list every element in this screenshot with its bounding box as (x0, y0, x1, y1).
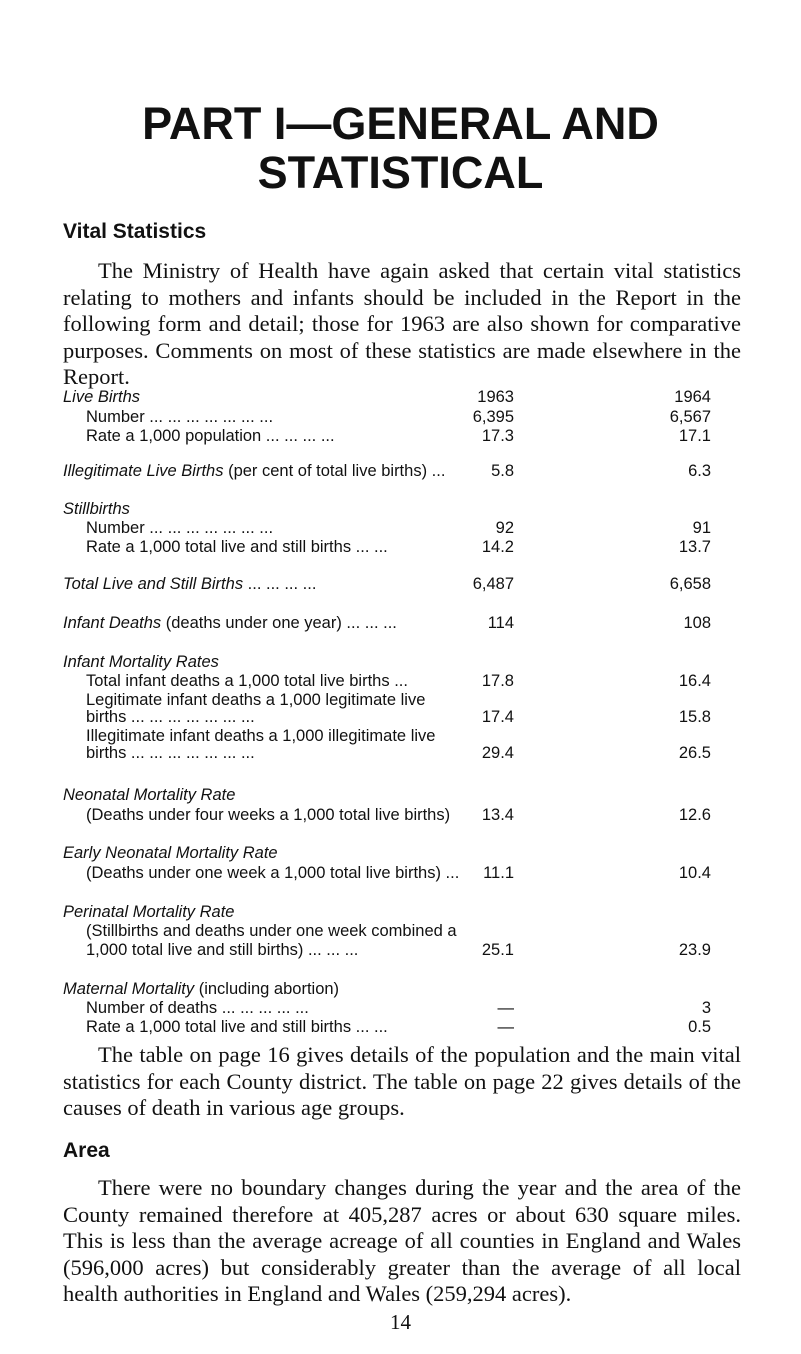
row-label: Rate a 1,000 total live and still births ... ... (86, 1018, 388, 1036)
value-1963: 92 (495, 519, 514, 537)
row-label (63, 980, 339, 999)
row-label: Total infant deaths a 1,000 total live births ... (86, 672, 408, 690)
row-label: (Stillbirths and deaths under one week combined a (86, 922, 457, 940)
table-row (0, 519, 801, 539)
row-label: Illegitimate infant deaths a 1,000 illegitimate live (86, 727, 436, 745)
table-row (0, 614, 801, 634)
value-1963: 114 (487, 614, 514, 632)
table-row (0, 844, 801, 864)
value-1964: 6,567 (669, 408, 711, 426)
value-1963: 25.1 (481, 941, 514, 959)
maternal-suffix: (including abortion) (194, 980, 340, 998)
value-1964: 108 (683, 614, 711, 632)
section-heading-vital-statistics: Vital Statistics (63, 220, 207, 243)
value-1964: 3 (701, 999, 711, 1017)
table-row (0, 672, 801, 692)
value-1964: 16.4 (678, 672, 711, 690)
table-row (0, 427, 801, 447)
row-label: Rate a 1,000 population ... ... ... ... (86, 427, 335, 445)
value-1963: 6,395 (472, 408, 514, 426)
table-row (0, 786, 801, 806)
early-neonatal-title: Early Neonatal Mortality Rate (63, 844, 278, 862)
table-row (0, 1018, 801, 1038)
table-row (0, 941, 801, 961)
value-1963: 14.2 (481, 538, 514, 556)
after-table-paragraph: The table on page 16 gives details of the population and the main vital statistics for each County district. The table on page 22 gives details of the causes of death in various age groups. (63, 1042, 741, 1120)
page-title-line-1: PART I—GENERAL AND (142, 98, 659, 149)
value-1963: 13.4 (481, 806, 514, 824)
perinatal-title: Perinatal Mortality Rate (63, 903, 235, 921)
value-1963: 5.8 (491, 462, 514, 480)
table-row (0, 922, 801, 942)
value-1963: 11.1 (483, 864, 514, 882)
intro-paragraph: The Ministry of Health have again asked that certain vital statistics relating to mothers and infants should be included in the Report in the following form and detail; those for 1963 are also shown for comparative purposes. Comments on most of these statistics are made elsewhere in the Report. (63, 258, 741, 389)
infant-deaths-suffix: (deaths under one year) ... ... ... (161, 614, 397, 632)
stillbirths-title: Stillbirths (63, 500, 130, 518)
infant-deaths-title: Infant Deaths (63, 614, 162, 632)
infant-mortality-title: Infant Mortality Rates (63, 653, 219, 671)
total-births-suffix: ... ... ... ... (243, 575, 317, 593)
value-1964: 26.5 (678, 744, 711, 762)
value-1963: 17.3 (481, 427, 514, 445)
row-label: Number of deaths ... ... ... ... ... (86, 999, 309, 1017)
value-1964: 23.9 (678, 941, 711, 959)
row-label: births ... ... ... ... ... ... ... (86, 708, 255, 726)
row-label (63, 575, 316, 594)
section-heading-area: Area (63, 1139, 110, 1162)
table-row (0, 538, 801, 558)
illegitimate-suffix: (per cent of total live births) ... (223, 462, 446, 480)
value-1964: 17.1 (678, 427, 711, 445)
page-title-line-2: STATISTICAL (257, 147, 544, 198)
value-1963: 17.4 (481, 708, 514, 726)
table-row (0, 408, 801, 428)
value-1964: 15.8 (678, 708, 711, 726)
value-1964: 10.4 (678, 864, 711, 882)
column-header-1963: 1963 (477, 388, 514, 406)
value-1964: 6.3 (688, 462, 711, 480)
table-row (0, 864, 801, 884)
table-header-row (0, 388, 801, 408)
table-row (0, 744, 801, 764)
value-1964: 13.7 (678, 538, 711, 556)
table-row (0, 999, 801, 1019)
table-row (0, 806, 801, 826)
row-label: 1,000 total live and still births) ... ... ... (86, 941, 359, 959)
table-row (0, 653, 801, 673)
value-1963: — (497, 999, 514, 1017)
row-label: (Deaths under one week a 1,000 total live births) ... (86, 864, 460, 882)
row-label: Number ... ... ... ... ... ... ... (86, 519, 274, 537)
row-label (63, 462, 445, 481)
value-1963: 17.8 (481, 672, 514, 690)
row-label (63, 614, 397, 633)
page-number: 14 (390, 1310, 411, 1334)
value-1963: — (497, 1018, 514, 1036)
live-births-title: Live Births (63, 388, 141, 406)
table-row (0, 575, 801, 595)
value-1963: 6,487 (472, 575, 514, 593)
row-label: Legitimate infant deaths a 1,000 legitimate live (86, 691, 426, 709)
table-row (0, 462, 801, 482)
row-label: Number ... ... ... ... ... ... ... (86, 408, 274, 426)
value-1964: 0.5 (688, 1018, 711, 1036)
value-1964: 91 (692, 519, 711, 537)
neonatal-title: Neonatal Mortality Rate (63, 786, 236, 804)
table-row (0, 500, 801, 520)
row-label: (Deaths under four weeks a 1,000 total live births) (86, 806, 451, 824)
total-births-title: Total Live and Still Births (63, 575, 244, 593)
illegitimate-title: Illegitimate Live Births (63, 462, 224, 480)
area-paragraph: There were no boundary changes during the year and the area of the County remained therefore at 405,287 acres or about 630 square miles. This is less than the average acreage of all counties in England and Wales (596,000 acres) but considerably greater than the average of all local health authorities in England and Wales (259,294 acres). (63, 1175, 741, 1306)
table-row (0, 980, 801, 1000)
maternal-title: Maternal Mortality (63, 980, 195, 998)
table-row (0, 708, 801, 728)
value-1964: 6,658 (669, 575, 711, 593)
row-label: Rate a 1,000 total live and still births ... ... (86, 538, 388, 556)
value-1964: 12.6 (678, 806, 711, 824)
column-header-1964: 1964 (674, 388, 711, 406)
row-label: births ... ... ... ... ... ... ... (86, 744, 255, 762)
table-row (0, 903, 801, 923)
value-1963: 29.4 (481, 744, 514, 762)
